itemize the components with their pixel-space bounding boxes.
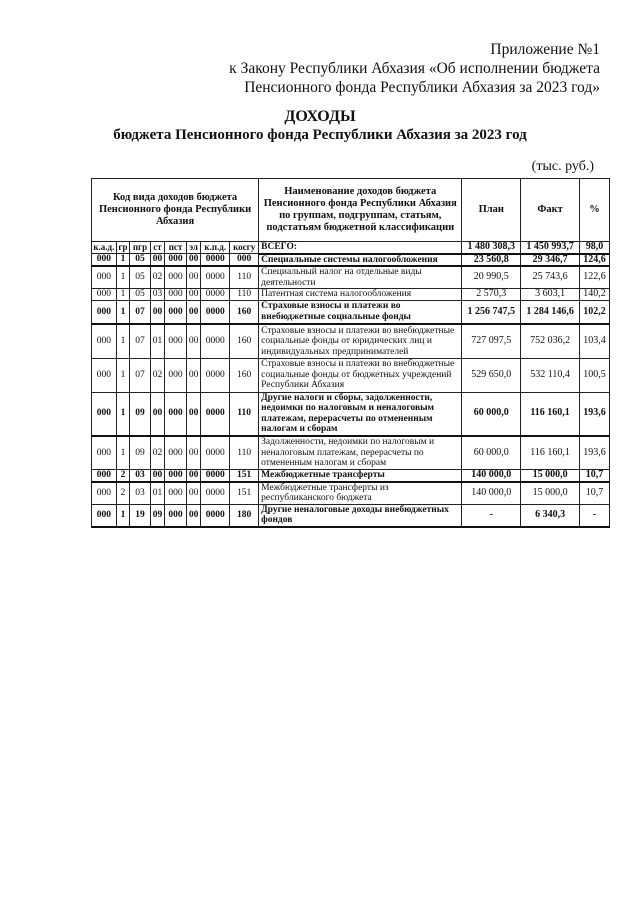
code-cell: 000	[92, 392, 117, 436]
fact-value: 6 340,3	[521, 504, 580, 527]
income-name: Другие налоги и сборы, задолженности, недоимки по налоговым и неналоговым платежам, перерасчеты по отмененным налогам и сборам	[259, 392, 462, 436]
percent-value: 193,6	[579, 392, 609, 436]
code-cell: 000	[92, 289, 117, 301]
annex-note	[229, 40, 600, 97]
fact-value: 116 160,1	[521, 392, 580, 436]
code-cell: 110	[230, 392, 259, 436]
code-cell: 1	[116, 436, 129, 470]
income-name: Задолженности, недоимки по налоговым и неналоговым платежам, перерасчеты по отмененным налогам и сборам	[259, 436, 462, 470]
plan-value: 140 000,0	[462, 470, 521, 482]
percent-header: %	[579, 179, 609, 242]
annex-line: к Закону Республики Абхазия «Об исполнении бюджета	[229, 60, 600, 77]
table-row	[92, 254, 610, 267]
code-cell: 000	[92, 358, 117, 392]
code-cell: 000	[92, 470, 117, 482]
code-subheader: к.а.д.	[93, 242, 115, 253]
code-cell: 03	[150, 289, 164, 301]
fact-value: 1 284 146,6	[521, 300, 580, 324]
code-cell: 000	[165, 254, 187, 267]
code-cell: 09	[130, 436, 151, 470]
code-cell: 000	[165, 289, 187, 301]
plan-header: План	[462, 179, 521, 242]
revenue-table	[91, 178, 610, 528]
total-fact: 1 450 993,7	[521, 242, 580, 254]
unit-note: (тыс. руб.)	[531, 159, 594, 174]
plan-value: 60 000,0	[462, 392, 521, 436]
code-cell: 1	[116, 266, 129, 289]
fact-value: 3 603,1	[521, 289, 580, 301]
document-title: ДОХОДЫ	[284, 108, 356, 125]
percent-value: 103,4	[579, 324, 609, 358]
code-cell: 160	[230, 300, 259, 324]
annex-line: Приложение №1	[490, 41, 600, 58]
code-header: Код вида доходов бюджета Пенсионного фонда Республики Абхазия	[92, 179, 259, 242]
code-cell: 151	[230, 470, 259, 482]
plan-value: -	[462, 504, 521, 527]
plan-value: 727 097,5	[462, 324, 521, 358]
code-cell: 0000	[201, 436, 230, 470]
percent-value: 102,2	[579, 300, 609, 324]
code-subheader: пгр	[130, 242, 151, 254]
plan-value: 23 560,8	[462, 254, 521, 267]
percent-value: 122,6	[579, 266, 609, 289]
percent-value: -	[579, 504, 609, 527]
percent-value: 100,5	[579, 358, 609, 392]
code-cell: 160	[230, 358, 259, 392]
code-subheader: пст	[165, 242, 187, 254]
percent-value: 140,2	[579, 289, 609, 301]
code-cell: 1	[116, 254, 129, 267]
code-cell: 00	[186, 482, 200, 505]
code-cell: 151	[230, 482, 259, 505]
code-cell: 00	[186, 504, 200, 527]
code-cell: 000	[92, 482, 117, 505]
income-name: Страховые взносы и платежи во внебюджетные социальные фонды от бюджетных учреждений Республики Абхазия	[259, 358, 462, 392]
code-cell: 00	[150, 392, 164, 436]
code-cell: 000	[165, 324, 187, 358]
total-percent: 98,0	[579, 242, 609, 254]
code-cell: 07	[130, 300, 151, 324]
code-cell: 110	[230, 289, 259, 301]
code-cell: 0000	[201, 289, 230, 301]
fact-value: 15 000,0	[521, 470, 580, 482]
code-cell: 0000	[201, 254, 230, 267]
code-cell: 1	[116, 504, 129, 527]
income-name: Другие неналоговые доходы внебюджетных фондов	[259, 504, 462, 527]
income-name: Специальные системы налогообложения	[259, 254, 462, 267]
code-cell: 0000	[201, 392, 230, 436]
code-cell: 09	[130, 392, 151, 436]
table-row	[92, 436, 610, 470]
income-name: Страховые взносы и платежи во внебюджетные социальные фонды	[259, 300, 462, 324]
code-cell: 1	[116, 324, 129, 358]
table-row	[92, 392, 610, 436]
code-cell: 05	[130, 289, 151, 301]
code-subheader: к.п.д.	[201, 242, 230, 254]
table-row	[92, 482, 610, 505]
code-cell: 000	[92, 436, 117, 470]
code-cell: 00	[186, 289, 200, 301]
plan-value: 529 650,0	[462, 358, 521, 392]
code-cell: 00	[186, 392, 200, 436]
code-cell: 00	[186, 266, 200, 289]
code-cell: 0000	[201, 358, 230, 392]
plan-value: 1 256 747,5	[462, 300, 521, 324]
code-cell: 01	[150, 324, 164, 358]
plan-value: 2 570,3	[462, 289, 521, 301]
code-cell: 000	[165, 504, 187, 527]
fact-value: 29 346,7	[521, 254, 580, 267]
code-cell: 180	[230, 504, 259, 527]
table-row	[92, 470, 610, 482]
code-cell: 07	[130, 358, 151, 392]
code-cell: 000	[92, 266, 117, 289]
code-cell: 1	[116, 358, 129, 392]
code-cell: 00	[186, 254, 200, 267]
code-cell: 000	[92, 254, 117, 267]
document-title-block	[0, 108, 640, 144]
fact-value: 116 160,1	[521, 436, 580, 470]
document-subtitle: бюджета Пенсионного фонда Республики Абхазия за 2023 год	[113, 127, 527, 143]
plan-value: 140 000,0	[462, 482, 521, 505]
table-row	[92, 504, 610, 527]
code-cell: 110	[230, 266, 259, 289]
percent-value: 10,7	[579, 482, 609, 505]
code-cell: 0000	[201, 324, 230, 358]
code-cell: 05	[130, 266, 151, 289]
plan-value: 20 990,5	[462, 266, 521, 289]
plan-value: 60 000,0	[462, 436, 521, 470]
code-cell: 000	[92, 324, 117, 358]
code-cell: 0000	[201, 482, 230, 505]
code-cell: 03	[130, 470, 151, 482]
code-cell: 00	[186, 436, 200, 470]
fact-value: 752 036,2	[521, 324, 580, 358]
fact-value: 532 110,4	[521, 358, 580, 392]
income-name: Патентная система налогообложения	[259, 289, 462, 301]
percent-value: 10,7	[579, 470, 609, 482]
annex-line: Пенсионного фонда Республики Абхазия за 2023 год»	[244, 79, 600, 96]
fact-value: 15 000,0	[521, 482, 580, 505]
code-cell: 00	[186, 470, 200, 482]
code-cell: 03	[130, 482, 151, 505]
code-cell: 0000	[201, 266, 230, 289]
code-cell: 00	[150, 300, 164, 324]
fact-header: Факт	[521, 179, 580, 242]
code-cell: 00	[150, 470, 164, 482]
total-plan: 1 480 308,3	[462, 242, 521, 254]
code-cell: 19	[130, 504, 151, 527]
percent-value: 124,6	[579, 254, 609, 267]
code-cell: 02	[150, 358, 164, 392]
table-row	[92, 324, 610, 358]
code-cell: 05	[130, 254, 151, 267]
total-row	[92, 242, 610, 254]
code-cell: 000	[165, 482, 187, 505]
code-cell: 000	[230, 254, 259, 267]
code-subheader: эл	[186, 242, 200, 254]
code-cell: 2	[116, 470, 129, 482]
code-cell: 00	[150, 254, 164, 267]
code-cell: 01	[150, 482, 164, 505]
code-cell: 0000	[201, 504, 230, 527]
code-cell: 000	[165, 392, 187, 436]
code-cell: 000	[165, 266, 187, 289]
code-cell: 00	[186, 324, 200, 358]
code-cell: 1	[116, 392, 129, 436]
name-header: Наименование доходов бюджета Пенсионного фонда Республики Абхазия по группам, подгруппам, статьям, подстатьям бюджетной классификации	[259, 179, 462, 242]
income-name: Межбюджетные трансферты из республиканского бюджета	[259, 482, 462, 505]
code-cell: 02	[150, 436, 164, 470]
code-subheader: гр	[116, 242, 129, 254]
code-cell: 000	[165, 358, 187, 392]
code-cell: 1	[116, 289, 129, 301]
code-cell: 1	[116, 300, 129, 324]
table-row	[92, 300, 610, 324]
code-subheader: ст	[150, 242, 164, 254]
income-name: Страховые взносы и платежи во внебюджетные социальные фонды от юридических лиц и индивидуальных предпринимателей	[259, 324, 462, 358]
income-name: Межбюджетные трансферты	[259, 470, 462, 482]
code-cell: 000	[165, 300, 187, 324]
code-cell: 000	[165, 436, 187, 470]
code-cell: 2	[116, 482, 129, 505]
code-cell: 0000	[201, 300, 230, 324]
code-cell: 09	[150, 504, 164, 527]
code-subheader: косгу	[230, 242, 259, 254]
table-row	[92, 289, 610, 301]
code-cell: 00	[186, 300, 200, 324]
code-cell: 00	[186, 358, 200, 392]
code-cell: 07	[130, 324, 151, 358]
total-label: ВСЕГО:	[259, 242, 462, 254]
code-cell: 02	[150, 266, 164, 289]
fact-value: 25 743,6	[521, 266, 580, 289]
code-cell: 160	[230, 324, 259, 358]
income-name: Специальный налог на отдельные виды деятельности	[259, 266, 462, 289]
code-cell: 0000	[201, 470, 230, 482]
code-cell: 000	[92, 300, 117, 324]
percent-value: 193,6	[579, 436, 609, 470]
code-cell: 000	[92, 504, 117, 527]
code-cell: 000	[165, 470, 187, 482]
code-cell: 110	[230, 436, 259, 470]
table-row	[92, 266, 610, 289]
table-row	[92, 358, 610, 392]
